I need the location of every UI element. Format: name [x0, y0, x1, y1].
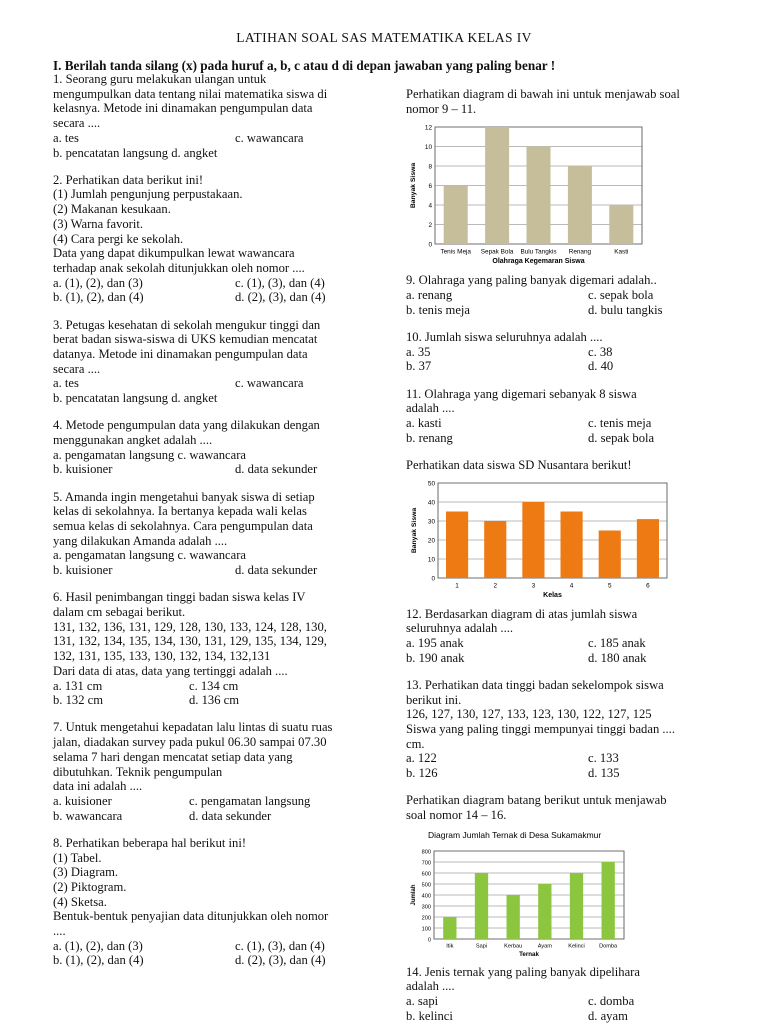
answer-option[interactable]: a. (1), (2), dan (3)	[53, 938, 143, 953]
x-tick-label: Renang	[568, 248, 592, 256]
question-text: (3) Diagram.	[53, 865, 119, 880]
chart3-intro	[406, 793, 726, 822]
bar	[444, 186, 468, 245]
chart1-intro	[406, 87, 726, 116]
question-text: dibutuhkan. Teknik pengumpulan	[53, 764, 223, 779]
answer-option[interactable]: d. (2), (3), dan (4)	[235, 290, 326, 305]
bar	[538, 884, 551, 939]
question-text: 14. Jenis ternak yang paling banyak dipelihara	[406, 964, 640, 979]
answer-option[interactable]: c. tenis meja	[588, 416, 652, 431]
answer-option[interactable]: a. tes	[53, 376, 79, 391]
answer-option[interactable]: d. sepak bola	[588, 430, 655, 445]
question-text: (3) Warna favorit.	[53, 216, 144, 231]
x-tick-label: Sepak Bola	[480, 248, 514, 256]
question-text: (1) Tabel.	[53, 850, 102, 865]
bar	[522, 502, 544, 578]
question-text: datanya. Metode ini dinamakan pengumpulan data	[53, 346, 308, 361]
question	[406, 273, 726, 317]
answer-option[interactable]: a. tes	[53, 130, 79, 145]
y-tick-label: 50	[427, 480, 435, 488]
question-text: 131, 132, 134, 135, 134, 130, 131, 129, 135, 134, 129,	[53, 634, 327, 649]
answer-option[interactable]: b. 126	[406, 766, 438, 781]
question	[406, 330, 726, 374]
y-tick-label: 600	[421, 871, 431, 878]
x-tick-label: 3	[531, 582, 536, 590]
answer-option[interactable]: b. pencatatan langsung d. angket	[53, 145, 218, 160]
question-text: menggunakan angket adalah ....	[53, 432, 213, 447]
question-text: secara ....	[53, 361, 101, 376]
answer-options	[53, 679, 373, 708]
question-text: 10. Jumlah siswa seluruhnya adalah ....	[406, 330, 603, 345]
answer-option[interactable]: c. 133	[588, 751, 619, 766]
y-tick-label: 40	[427, 499, 435, 507]
answer-option[interactable]: c. wawancara	[235, 130, 304, 145]
y-tick-label: 12	[424, 124, 432, 132]
chart-ternak	[406, 829, 631, 959]
y-tick-label: 0	[427, 937, 431, 944]
x-axis-label: Ternak	[519, 950, 539, 958]
question-text: (4) Cara pergi ke sekolah.	[53, 231, 184, 246]
question-text: data ini adalah ....	[53, 779, 143, 794]
question-text: (1) Jumlah pengunjung perpustakaan.	[53, 187, 243, 202]
question-text: seluruhnya adalah ....	[406, 621, 514, 636]
answer-option[interactable]: b. (1), (2), dan (4)	[53, 953, 144, 968]
answer-option[interactable]: b. renang	[406, 430, 453, 445]
answer-option[interactable]: d. data sekunder	[235, 563, 318, 578]
question-text: selama 7 hari dengan mencatat setiap data yang	[53, 749, 293, 764]
intro-line: nomor 9 – 11.	[406, 101, 477, 116]
question	[53, 418, 373, 477]
answer-options	[53, 548, 373, 577]
answer-option[interactable]: c. (1), (3), dan (4)	[235, 938, 325, 953]
answer-option[interactable]: d. data sekunder	[235, 462, 318, 477]
x-tick-label: Sapi	[475, 943, 488, 950]
answer-options	[53, 939, 373, 968]
x-tick-label: Kasti	[614, 248, 629, 256]
x-tick-label: Kerbau	[504, 943, 523, 950]
answer-option[interactable]: c. 185 anak	[588, 636, 646, 651]
answer-options	[406, 751, 726, 780]
question-text: 12. Berdasarkan diagram di atas jumlah siswa	[406, 606, 638, 621]
y-tick-label: 0	[431, 575, 435, 583]
question-text: (2) Makanan kesukaan.	[53, 202, 171, 217]
answer-option[interactable]: d. bulu tangkis	[588, 302, 663, 317]
bar	[570, 873, 583, 939]
bar	[526, 147, 550, 245]
page-title: LATIHAN SOAL SAS MATEMATIKA KELAS IV	[236, 30, 532, 45]
answer-option[interactable]	[235, 548, 373, 563]
answer-options	[406, 636, 726, 665]
x-tick-label: Bulu Tangkis	[520, 248, 557, 256]
answer-options	[53, 376, 373, 405]
intro-line: Perhatikan data siswa SD Nusantara berikut!	[406, 457, 632, 472]
bar	[446, 511, 468, 578]
question	[53, 72, 373, 160]
y-tick-label: 100	[421, 926, 431, 933]
answer-option[interactable]: a. kuisioner	[53, 793, 112, 808]
question	[53, 173, 373, 305]
question	[53, 720, 373, 823]
answer-option[interactable]: a. 195 anak	[406, 636, 464, 651]
question-text: berat badan siswa-siswa di UKS kemudian mencatat	[53, 332, 318, 347]
bar	[568, 166, 592, 244]
x-tick-label: Kelinci	[568, 943, 585, 950]
y-tick-label: 800	[421, 849, 431, 856]
question-text: 5. Amanda ingin mengetahui banyak siswa di setiap	[53, 489, 315, 504]
answer-option[interactable]: c. (1), (3), dan (4)	[235, 275, 325, 290]
question-text: jalan, diadakan survey pada pukul 06.30 sampai 07.30	[53, 735, 327, 750]
bar	[443, 917, 456, 939]
question-text: 2. Perhatikan data berikut ini!	[53, 172, 204, 187]
question-text: Siswa yang paling tinggi mempunyai tinggi badan ....	[406, 722, 675, 737]
question-text: kelasnya. Metode ini dinamakan pengumpulan data	[53, 101, 313, 116]
y-tick-label: 8	[428, 163, 432, 171]
answer-option[interactable]: d. 180 anak	[588, 650, 647, 665]
question-text: (2) Piktogram.	[53, 879, 127, 894]
question-text: 3. Petugas kesehatan di sekolah mengukur tinggi dan	[53, 317, 321, 332]
question	[53, 590, 373, 708]
question-text: adalah ....	[406, 401, 455, 416]
question-text: 8. Perhatikan beberapa hal berikut ini!	[53, 835, 247, 850]
question	[406, 387, 726, 446]
intro-line: soal nomor 14 – 16.	[406, 808, 507, 823]
answer-option[interactable]: c. 134 cm	[189, 678, 239, 693]
x-tick-label: Ayam	[537, 943, 552, 950]
answer-option[interactable]: b. pencatatan langsung d. angket	[53, 391, 218, 406]
y-axis-label: Banyak Siswa	[411, 507, 418, 553]
y-tick-label: 500	[421, 882, 431, 889]
question-text: 7. Untuk mengetahui kepadatan lalu lintas di suatu ruas	[53, 720, 333, 735]
answer-options	[406, 416, 726, 445]
question-text: secara ....	[53, 116, 101, 131]
y-tick-label: 10	[424, 144, 432, 152]
bar	[475, 873, 488, 939]
question-text: kelas di sekolahnya. Ia bertanya kepada wali kelas	[53, 504, 307, 519]
answer-option[interactable]: c. domba	[588, 994, 635, 1009]
answer-options	[53, 276, 373, 305]
question-text: Data yang dapat dikumpulkan lewat wawancara	[53, 246, 295, 261]
question-text: Dari data di atas, data yang tertinggi adalah ....	[53, 663, 288, 678]
answer-option[interactable]: b. 190 anak	[406, 650, 465, 665]
question-text: berikut ini.	[406, 692, 462, 707]
y-tick-label: 2	[428, 222, 432, 230]
question-text: ....	[53, 924, 66, 939]
question-text: Bentuk-bentuk penyajian data ditunjukkan oleh nomor	[53, 909, 329, 924]
answer-option[interactable]: d. 136 cm	[189, 693, 240, 708]
answer-options	[53, 794, 373, 823]
question-text: cm.	[406, 736, 425, 751]
chart-olahraga	[406, 122, 646, 267]
y-tick-label: 200	[421, 915, 431, 922]
y-tick-label: 4	[428, 202, 432, 210]
answer-option[interactable]: c. pengamatan langsung	[189, 793, 311, 808]
question-text: dalam cm sebagai berikut.	[53, 605, 186, 619]
questions-12-13	[406, 607, 726, 781]
x-axis-label: Olahraga Kegemaran Siswa	[492, 258, 585, 266]
intro-line: Perhatikan diagram di bawah ini untuk menjawab soal	[406, 87, 680, 101]
answer-options	[406, 345, 726, 374]
question-text: adalah ....	[406, 979, 455, 994]
y-tick-label: 30	[427, 518, 435, 526]
answer-option[interactable]	[235, 448, 373, 463]
y-axis-label: Jumlah	[411, 884, 417, 906]
questions-9-11	[406, 273, 726, 445]
bar	[485, 127, 509, 244]
y-tick-label: 300	[421, 904, 431, 911]
x-tick-label: Domba	[599, 943, 618, 950]
y-tick-label: 400	[421, 893, 431, 900]
chart-title: Diagram Jumlah Ternak di Desa Sukamakmur	[428, 829, 602, 840]
x-tick-label: 1	[455, 582, 459, 590]
y-axis-label: Banyak Siswa	[410, 163, 417, 209]
answer-option[interactable]: b. 37	[406, 359, 432, 374]
y-tick-label: 6	[428, 183, 432, 191]
question-text: semua kelas di sekolahnya. Cara pengumpulan data	[53, 518, 313, 533]
question-text: 1. Seorang guru melakukan ulangan untuk	[53, 72, 267, 86]
answer-option[interactable]: b. kuisioner	[53, 462, 113, 477]
answer-option[interactable]: a. 122	[406, 751, 437, 766]
answer-option[interactable]: b. wawancara	[53, 808, 123, 823]
intro-line: Perhatikan diagram batang berikut untuk menjawab	[406, 793, 667, 808]
question	[406, 965, 726, 1024]
answer-option[interactable]: a. sapi	[406, 994, 439, 1009]
y-tick-label: 20	[427, 537, 435, 545]
answer-option[interactable]: c. 38	[588, 344, 613, 359]
answer-option[interactable]: d. 135	[588, 766, 620, 781]
x-axis-label: Kelas	[543, 591, 562, 599]
answer-option[interactable]: b. kuisioner	[53, 563, 113, 578]
instruction: I. Berilah tanda silang (x) pada huruf a, b, c atau d di depan jawaban yang paling benar !	[53, 58, 556, 73]
answer-option[interactable]: a. 35	[406, 344, 431, 359]
answer-option[interactable]: d. 40	[588, 359, 614, 374]
answer-option[interactable]: b. tenis meja	[406, 302, 471, 317]
answer-option[interactable]: a. kasti	[406, 416, 442, 431]
answer-option[interactable]: a. renang	[406, 288, 453, 303]
question-text: 132, 131, 135, 133, 130, 132, 134, 132,131	[53, 649, 271, 664]
question	[406, 678, 726, 781]
answer-option[interactable]: c. sepak bola	[588, 288, 654, 303]
bar	[602, 862, 615, 939]
answer-option[interactable]: d. ayam	[588, 1008, 628, 1023]
answer-option[interactable]: a. (1), (2), dan (3)	[53, 275, 143, 290]
answer-option[interactable]: b. 132 cm	[53, 693, 104, 708]
bar	[637, 519, 659, 578]
questions-14	[406, 965, 726, 1024]
question	[53, 318, 373, 406]
question-text: 131, 132, 136, 131, 129, 128, 130, 133, 124, 128, 130,	[53, 619, 327, 634]
answer-option[interactable]: c. wawancara	[235, 376, 304, 391]
bar	[609, 205, 633, 244]
plot-frame	[438, 483, 667, 578]
question-text: 6. Hasil penimbangan tinggi badan siswa kelas IV	[53, 590, 306, 605]
question-text: mengumpulkan data tentang nilai matematika siswa di	[53, 86, 328, 101]
bar	[599, 530, 621, 578]
answer-options	[53, 131, 373, 160]
chart-siswa-kelas	[406, 479, 671, 601]
y-tick-label: 700	[421, 860, 431, 867]
question	[53, 490, 373, 578]
question	[406, 607, 726, 666]
right-column	[406, 87, 726, 1036]
answer-option[interactable]: b. (1), (2), dan (4)	[53, 290, 144, 305]
y-tick-label: 10	[427, 556, 435, 564]
answer-option[interactable]	[235, 391, 373, 406]
bar	[507, 895, 520, 939]
x-tick-label: 4	[569, 582, 574, 590]
bar	[484, 521, 506, 578]
bar	[561, 511, 583, 578]
answer-options	[406, 994, 726, 1023]
x-tick-label: Tenis Meja	[440, 248, 471, 256]
x-tick-label: Itik	[446, 943, 454, 950]
question-text: terhadap anak sekolah ditunjukkan oleh nomor ....	[53, 260, 305, 275]
answer-option[interactable]: d. (2), (3), dan (4)	[235, 953, 326, 968]
x-tick-label: 6	[646, 582, 650, 590]
answer-options	[406, 288, 726, 317]
answer-option[interactable]: b. kelinci	[406, 1008, 453, 1023]
x-tick-label: 2	[493, 582, 498, 590]
question-text: 11. Olahraga yang digemari sebanyak 8 siswa	[406, 386, 637, 401]
question-text: 9. Olahraga yang paling banyak digemari adalah..	[406, 273, 657, 288]
y-tick-label: 0	[428, 241, 432, 249]
chart2-intro	[406, 458, 726, 473]
answer-option[interactable]: a. pengamatan langsung c. wawancara	[53, 447, 247, 462]
answer-option[interactable]: a. 131 cm	[53, 678, 103, 693]
question-text: 13. Perhatikan data tinggi badan sekelompok siswa	[406, 677, 664, 692]
question-text: 126, 127, 130, 127, 133, 123, 130, 122, 127, 125	[406, 707, 652, 722]
left-column	[53, 72, 373, 981]
question-text: yang dilakukan Amanda adalah ....	[53, 533, 228, 548]
question	[53, 836, 373, 968]
x-tick-label: 5	[607, 582, 612, 590]
question-text: 4. Metode pengumpulan data yang dilakukan dengan	[53, 418, 320, 433]
question-text: (4) Sketsa.	[53, 894, 107, 909]
answer-option[interactable]: a. pengamatan langsung c. wawancara	[53, 548, 247, 563]
answer-option[interactable]	[235, 146, 373, 161]
answer-option[interactable]: d. data sekunder	[189, 808, 272, 823]
answer-options	[53, 448, 373, 477]
